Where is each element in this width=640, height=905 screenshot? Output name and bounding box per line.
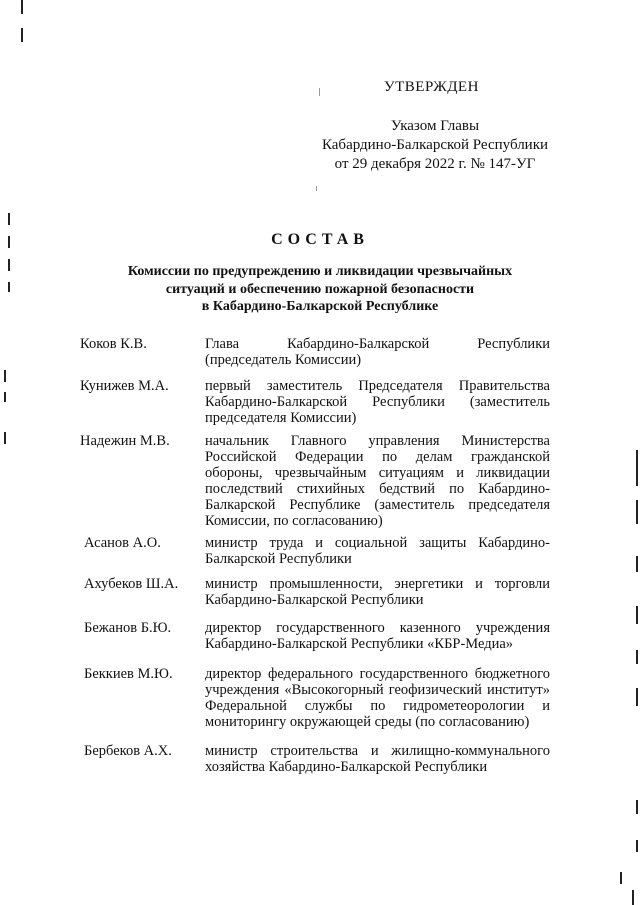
member-role: Глава Кабардино-Балкарской Республики (председатель Комиссии)	[205, 336, 550, 368]
scan-mark	[8, 236, 10, 248]
member-name: Бежанов Б.Ю.	[84, 620, 172, 636]
scan-mark	[316, 186, 317, 191]
scan-mark	[4, 370, 6, 382]
member-role: директор федерального государственного бюджетного учреждения «Высокогорный геофизический институт» Федеральной службы по гидрометеорологии и мониторингу окружающей среды (по согласованию)	[205, 666, 550, 730]
scan-mark	[8, 259, 10, 271]
republic-label: Кабардино-Балкарской Республики	[321, 137, 549, 153]
member-role: министр строительства и жилищно-коммунального хозяйства Кабардино-Балкарской Республики	[205, 743, 550, 775]
scan-mark	[636, 450, 638, 486]
member-name: Беккиев М.Ю.	[84, 666, 173, 682]
member-name: Коков К.В.	[80, 336, 147, 352]
scan-mark	[636, 688, 638, 706]
subtitle-line: Комиссии по предупреждению и ликвидации чрезвычайных	[127, 264, 513, 279]
member-name: Асанов А.О.	[84, 535, 161, 551]
scan-mark	[8, 213, 10, 225]
member-name: Надежин М.В.	[80, 433, 170, 449]
scan-mark	[636, 500, 638, 524]
scan-mark	[319, 88, 320, 96]
member-role: министр промышленности, энергетики и торговли Кабардино-Балкарской Республики	[205, 576, 550, 608]
subtitle-line: в Кабардино-Балкарской Республике	[201, 299, 439, 314]
subtitle-line: ситуаций и обеспечению пожарной безопасности	[165, 281, 475, 297]
scan-mark	[636, 840, 638, 852]
member-role: первый заместитель Председателя Правительства Кабардино-Балкарской Республики (заместитель председателя Комиссии)	[205, 378, 550, 426]
member-role: начальник Главного управления Министерства Российской Федерации по делам гражданской обороны, чрезвычайным ситуациям и ликвидации последствий стихийных бедствий по Кабардино-Балкарской Республике (заместитель председателя Комиссии, по согласованию)	[205, 433, 550, 529]
scan-mark	[636, 800, 638, 814]
member-role: директор государственного казенного учреждения Кабардино-Балкарской Республики «КБР-Медиа»	[205, 620, 550, 652]
approved-label: УТВЕРЖДЕН	[384, 79, 479, 95]
decree-date-number: от 29 декабря 2022 г. № 147-УГ	[334, 156, 536, 172]
scan-mark	[21, 0, 23, 14]
member-name: Ахубеков Ш.А.	[84, 576, 179, 592]
member-role: министр труда и социальной защиты Кабардино-Балкарской Республики	[205, 535, 550, 567]
scan-mark	[636, 650, 638, 664]
scan-mark	[636, 606, 638, 624]
decree-label: Указом Главы	[390, 118, 480, 134]
member-name: Бербеков А.Х.	[84, 743, 172, 759]
member-name: Кунижев М.А.	[80, 378, 169, 394]
document-title: СОСТАВ	[271, 231, 369, 248]
scan-mark	[620, 872, 622, 884]
scan-mark	[4, 392, 6, 402]
scan-mark	[632, 890, 634, 905]
scan-mark	[636, 556, 638, 572]
scan-mark	[8, 282, 10, 292]
scan-mark	[21, 28, 23, 42]
scan-mark	[4, 432, 6, 444]
